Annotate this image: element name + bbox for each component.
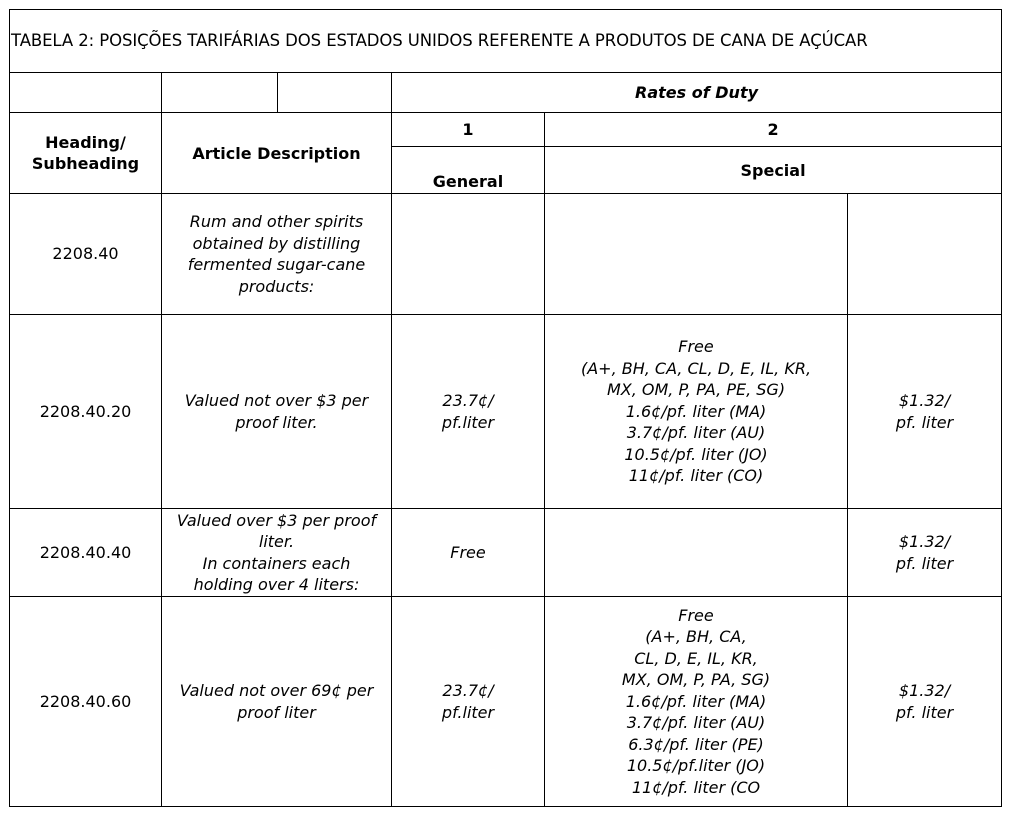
description-line: liter. bbox=[258, 532, 295, 551]
description-line: obtained by distilling bbox=[192, 233, 361, 253]
description-line: Rum and other spirits bbox=[189, 212, 364, 231]
heading-code: 2208.40.40 bbox=[10, 509, 162, 597]
special-line: 11¢/pf. liter (CO) bbox=[628, 466, 764, 486]
special-rate bbox=[545, 597, 848, 807]
description-line: fermented sugar-cane bbox=[187, 255, 366, 274]
general-line: pf.liter bbox=[441, 412, 495, 432]
general-line: 23.7¢/ bbox=[442, 681, 494, 700]
empty-header-cell bbox=[162, 73, 278, 113]
special-header: Special bbox=[545, 147, 1002, 194]
article-description bbox=[162, 315, 392, 509]
column-1-header: 1 bbox=[392, 113, 545, 147]
column-2-header: 2 bbox=[545, 113, 1002, 147]
special-line: Free bbox=[678, 605, 714, 625]
article-description bbox=[162, 509, 392, 597]
column-2-line: $1.32/ bbox=[898, 532, 951, 551]
special-line: 1.6¢/pf. liter (MA) bbox=[625, 691, 767, 711]
special-line: 6.3¢/pf. liter (PE) bbox=[628, 734, 764, 754]
description-line: holding over 4 liters: bbox=[193, 575, 360, 594]
description-line: Valued over $3 per proof bbox=[176, 510, 377, 530]
column-2-rate bbox=[848, 597, 1002, 807]
heading-code: 2208.40.20 bbox=[10, 315, 162, 509]
heading-subheading-header bbox=[10, 113, 162, 194]
special-line: 3.7¢/pf. liter (AU) bbox=[626, 713, 766, 733]
description-line: Valued not over 69¢ per bbox=[179, 681, 374, 700]
column-2-line: pf. liter bbox=[895, 553, 954, 573]
column-2-line: pf. liter bbox=[895, 412, 954, 432]
heading-label: Heading/ bbox=[45, 133, 126, 152]
general-line: Free bbox=[450, 542, 486, 562]
tariff-table bbox=[9, 9, 1002, 807]
heading-code: 2208.40.60 bbox=[10, 597, 162, 807]
special-line: 11¢/pf. liter (CO bbox=[631, 777, 761, 797]
special-line: 3.7¢/pf. liter (AU) bbox=[626, 423, 766, 443]
special-rate bbox=[545, 509, 848, 597]
general-rate bbox=[392, 315, 545, 509]
empty-header-cell bbox=[10, 73, 162, 113]
column-2-line: pf. liter bbox=[895, 702, 954, 722]
table-row bbox=[10, 509, 1002, 597]
table-row bbox=[10, 194, 1002, 315]
general-rate bbox=[392, 194, 545, 315]
special-line: MX, OM, P, PA, SG) bbox=[621, 670, 771, 690]
special-line: 10.5¢/pf. liter (JO) bbox=[624, 444, 768, 464]
description-line: products: bbox=[238, 276, 315, 296]
subheading-label: Subheading bbox=[31, 154, 140, 173]
description-line: In containers each bbox=[202, 553, 351, 573]
special-line: CL, D, E, IL, KR, bbox=[634, 648, 758, 668]
special-line: Free bbox=[678, 337, 714, 357]
column-2-rate bbox=[848, 509, 1002, 597]
special-line: MX, OM, P, PA, PE, SG) bbox=[606, 380, 786, 400]
table-title: TABELA 2: POSIÇÕES TARIFÁRIAS DOS ESTADOS UNIDOS REFERENTE A PRODUTOS DE CANA DE AÇÚCAR bbox=[10, 10, 1002, 73]
special-rate bbox=[545, 194, 848, 315]
special-rate bbox=[545, 315, 848, 509]
description-line: proof liter. bbox=[235, 412, 318, 432]
rates-of-duty-header: Rates of Duty bbox=[392, 73, 1002, 113]
empty-header-cell bbox=[278, 73, 392, 113]
heading-code: 2208.40 bbox=[10, 194, 162, 315]
column-2-line: $1.32/ bbox=[898, 391, 951, 410]
general-line: pf.liter bbox=[441, 702, 495, 722]
special-line: 10.5¢/pf.liter (JO) bbox=[626, 756, 766, 776]
column-2-rate bbox=[848, 315, 1002, 509]
general-rate bbox=[392, 509, 545, 597]
general-rate bbox=[392, 597, 545, 807]
special-line: (A+, BH, CA, CL, D, E, IL, KR, bbox=[580, 358, 812, 378]
table-row bbox=[10, 315, 1002, 509]
column-2-rate bbox=[848, 194, 1002, 315]
article-description bbox=[162, 597, 392, 807]
article-description bbox=[162, 194, 392, 315]
description-line: proof liter bbox=[237, 702, 316, 722]
general-header: General bbox=[392, 147, 545, 194]
article-description-header: Article Description bbox=[162, 113, 392, 194]
special-line: 1.6¢/pf. liter (MA) bbox=[625, 401, 767, 421]
table-row bbox=[10, 597, 1002, 807]
column-2-line: $1.32/ bbox=[898, 681, 951, 700]
special-line: (A+, BH, CA, bbox=[645, 627, 747, 647]
description-line: Valued not over $3 per bbox=[184, 391, 369, 410]
general-line: 23.7¢/ bbox=[442, 391, 494, 410]
